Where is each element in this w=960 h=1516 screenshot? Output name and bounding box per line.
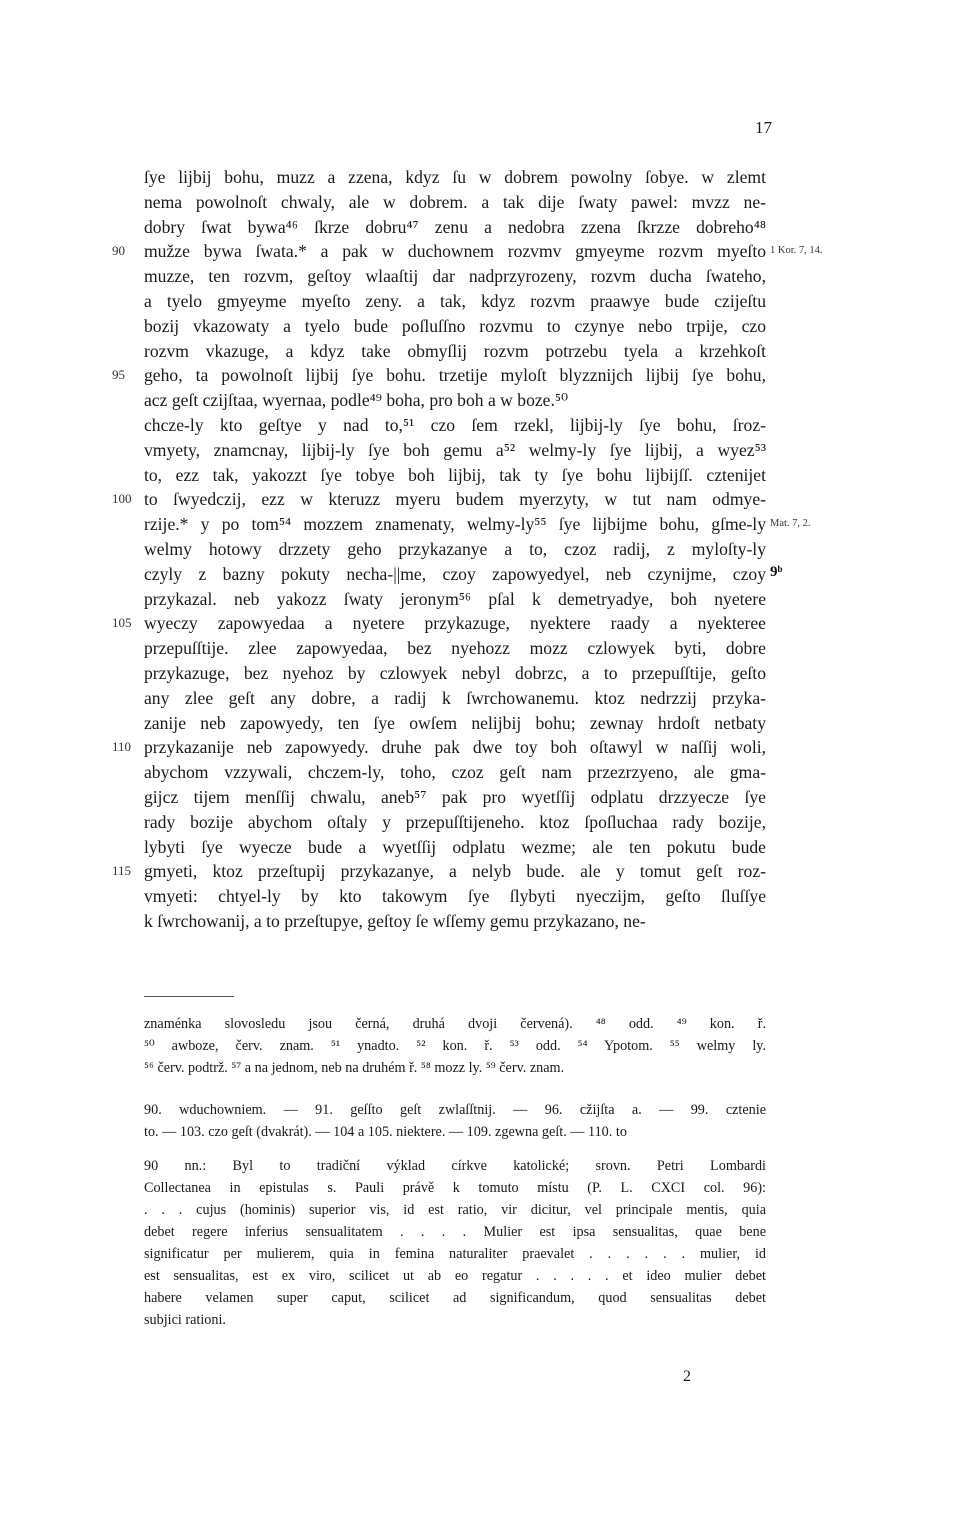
footnote-line: 90 nn.: Byl to tradiční výklad církve katolické; srovn. Petri Lombardi (144, 1158, 766, 1174)
text-line: przykazal. neb yakozz ſwaty jeronym⁵⁶ pſal k demetryadye, boh nyetere (144, 588, 766, 609)
footnote-line: habere velamen super caput, scilicet ad significandum, quod sensualitas debet (144, 1290, 766, 1306)
line-number: 95 (112, 367, 125, 383)
text-line: ſye lijbij bohu, muzz a zzena, kdyz ſu w dobrem powolny ſobye. w zlemt (144, 167, 766, 187)
footnote-line: est sensualitas, est ex viro, scilicet ut ab eo regatur . . . . . et ideo mulier debet (144, 1268, 766, 1284)
text-line: rzije.* y po tom⁵⁴ mozzem znamenaty, welmy-ly⁵⁵ ſye lijbijme bohu, gſme-ly (144, 514, 766, 535)
footnote-line: 90. wduchowniem. — 91. geſſto geſt zwlaſſtnij. — 96. cžijſta a. — 99. cztenie (144, 1102, 766, 1118)
signature-mark: 2 (683, 1368, 691, 1385)
text-line: rady bozije abychom oſtaly y przepuſſtijeneho. ktoz ſpoſluchaa rady bozije, (144, 811, 766, 832)
text-line: any zlee geſt any dobre, a radij k ſwrchowanemu. ktoz nedrzzij przyka- (144, 687, 766, 708)
text-line: vmyeti: chtyel-ly by kto takowym ſye ſlybyti nyeczijm, geſto ſluſſye (144, 886, 766, 907)
line-number: 90 (112, 243, 125, 259)
line-number: 115 (112, 863, 132, 879)
line-number: 110 (112, 739, 132, 755)
line-number: 100 (112, 491, 132, 507)
line-number: 105 (112, 615, 132, 631)
footnote-line: significatur per mulierem, quia in femina naturaliter praevalet . . . . . . mulier, id (144, 1246, 766, 1262)
text-line: bozij vkazowaty a tyelo bude poſluſſno rozvmu to czynye nebo trpije, czo (144, 315, 766, 336)
footnote-rule (144, 996, 234, 997)
footnotes-commentary (144, 1155, 766, 1331)
text-line: przykazanije neb zapowyedy. druhe pak dwe toy boh oſtawyl w naſſij woli, (144, 737, 766, 758)
text-line: gijcz tijem menſſij chwalu, aneb⁵⁷ pak pro wyetſſij odplatu drzzyecze ſye (144, 786, 766, 807)
text-line: mužze bywa ſwata.* a pak w duchownem rozvmv gmyeyme rozvm myeſto (144, 241, 766, 262)
text-line: k ſwrchowanij, a to przeſtupye, geſtoy ſe wſſemy gemu przykazano, ne- (144, 910, 646, 931)
footnote-line: subjici rationi. (144, 1312, 226, 1328)
footnote-line: ⁵⁶ červ. podtrž. ⁵⁷ a na jednom, neb na druhém ř. ⁵⁸ mozz ly. ⁵⁹ červ. znam. (144, 1060, 565, 1076)
footnote-line: . . . cujus (hominis) superior vis, id est ratio, vir dicitur, vel principale mentis, quia (144, 1202, 766, 1218)
margin-reference: 1 Kor. 7, 14. (770, 245, 823, 257)
footnotes-b (144, 1099, 766, 1143)
text-line: gmyeti, ktoz przeſtupij przykazanye, a nelyb bude. ale y tomut geſt roz- (144, 861, 766, 882)
text-line: wyeczy zapowyedaa a nyetere przykazuge, nyektere raady a nyekteree (144, 613, 766, 634)
footnote-line: Collectanea in epistulas s. Pauli právě k tomuto místu (P. L. CXCI col. 96): (144, 1180, 766, 1196)
text-line: zanije neb zapowyedy, ten ſye owſem nelijbij bohu; zewnay hrdoſt netbaty (144, 712, 766, 733)
footnote-line: znaménka slovosledu jsou černá, druhá dvoji červená). ⁴⁸ odd. ⁴⁹ kon. ř. (144, 1016, 766, 1032)
text-line: a tyelo gmyeyme myeſto zeny. a tak, kdyz rozvm praawye bude czijeſtu (144, 290, 766, 311)
footnotes-a (144, 1013, 766, 1079)
text-line: lybyti ſye wyecze bude a wyetſſij odplatu wezme; ale ten pokutu bude (144, 836, 766, 857)
main-text (144, 165, 766, 934)
text-line: czyly z bazny pokuty necha-||me, czoy zapowyedyel, neb czynijme, czoy (144, 563, 766, 584)
text-line: chcze-ly kto geſtye y nad to,⁵¹ czo ſem rzekl, lijbij-ly ſye bohu, ſroz- (144, 414, 766, 435)
page-number: 17 (755, 118, 772, 137)
text-line: abychom vzzywali, chczem-ly, toho, czoz geſt nam przezrzyeno, ale gma- (144, 762, 766, 783)
text-line: acz geſt czijſtaa, wyernaa, podle⁴⁹ boha, pro boh a w boze.⁵⁰ (144, 390, 569, 411)
text-line: welmy hotowy drzzety geho przykazanye a to, czoz radij, z myloſty-ly (144, 538, 766, 559)
text-line: przykazuge, bez nyehoz by czlowyek nebyl dobrzc, a to przepuſſtije, geſto (144, 662, 766, 683)
text-line: to, ezz tak, yakozzt ſye tobye boh lijbij, tak ty ſye bohu lijbijſſ. cztenijet (144, 464, 766, 485)
footnote-line: debet regere inferius sensualitatem . . . . Mulier est ipsa sensualitas, quae bene (144, 1224, 766, 1240)
footnote-line: to. — 103. czo geſt (dvakrát). — 104 a 105. niektere. — 109. zgewna geſt. — 110. to (144, 1124, 627, 1140)
text-line: nema powolnoſt chwaly, ale w dobrem. a tak dije ſwaty pawel: mvzz ne- (144, 191, 766, 212)
margin-reference: Mat. 7, 2. (770, 518, 811, 530)
text-line: geho, ta powolnoſt lijbij ſye bohu. trzetije myloſt blyzznijch lijbij ſye bohu, (144, 365, 766, 386)
text-line: rozvm vkazuge, a kdyz take obmyſlij rozvm potrzebu tyela a krzehkoſt (144, 340, 766, 361)
folio-mark: 9ᵇ (770, 563, 783, 580)
text-line: to ſwyedczij, ezz w kteruzz myeru budem myerzyty, w tut nam odmye- (144, 489, 766, 510)
text-line: muzze, ten rozvm, geſtoy wlaaſtij dar nadprzyrozeny, rozvm ducha ſwateho, (144, 266, 766, 287)
footnote-line: ⁵⁰ awboze, červ. znam. ⁵¹ ynadto. ⁵² kon. ř. ⁵³ odd. ⁵⁴ Ypotom. ⁵⁵ welmy ly. (144, 1038, 766, 1054)
text-line: vmyety, znamcnay, lijbij-ly ſye boh gemu a⁵² welmy-ly ſye lijbij, a wyez⁵³ (144, 439, 766, 460)
text-line: dobry ſwat bywa⁴⁶ ſkrze dobru⁴⁷ zenu a nedobra zzena ſkrzze dobreho⁴⁸ (144, 216, 766, 237)
text-line: przepuſſtije. zlee zapowyedaa, bez nyehozz mozz czlowyek byti, dobre (144, 638, 766, 659)
